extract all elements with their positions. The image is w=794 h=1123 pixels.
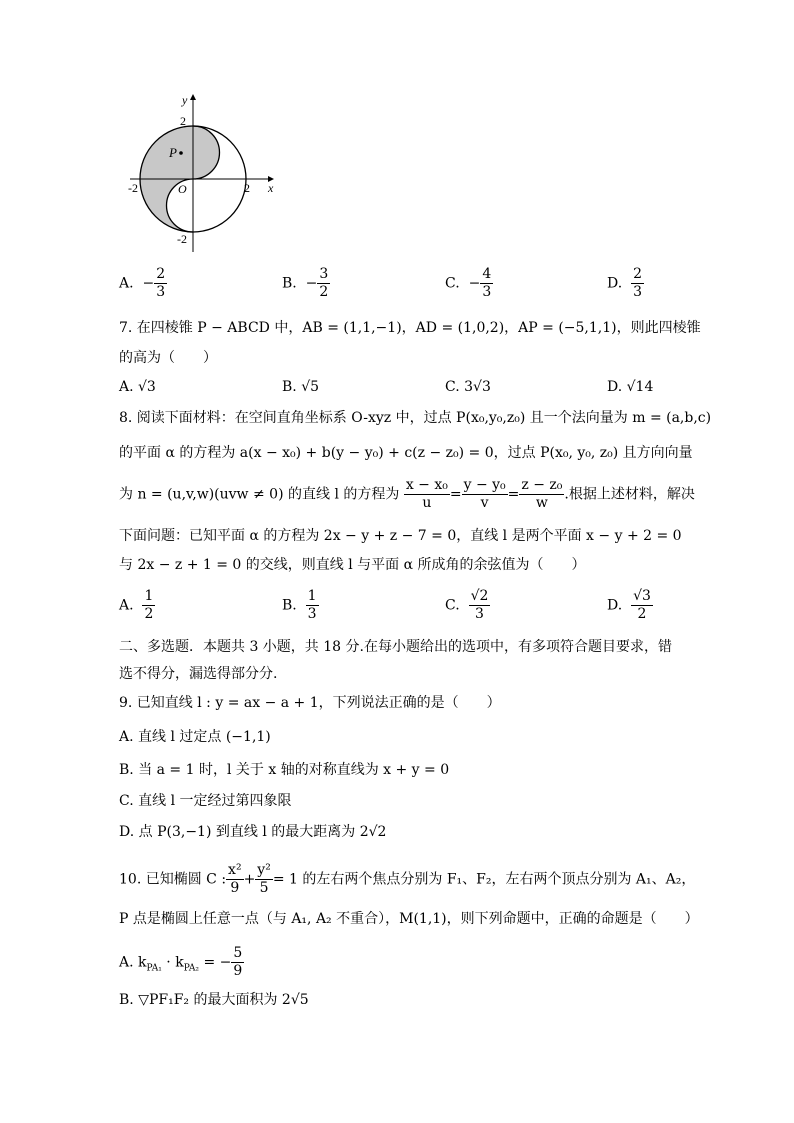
q6-option-d: D. $\frac{2}{3}$	[607, 266, 643, 300]
origin-label: O	[178, 182, 187, 196]
q9-option-c: C. 直线 l 一定经过第四象限	[119, 793, 292, 809]
coordinate-figure	[118, 92, 288, 262]
y-axis-label: y	[182, 93, 188, 107]
q7-line1: 7. 在四棱锥 P − ABCD 中，AB = (1,1,−1)，AD = (1,0,2)，AP = (−5,1,1)，则此四棱锥	[119, 320, 701, 336]
q8-line3: 为 n = (u,v,w)(uvw ≠ 0) 的直线 l 的方程为 $\frac{\text{x − x₀}}{u}$ = $\frac{\text{y − y₀}}{v}$ = $\frac{\text{z − z₀}}{w}$ .根据上述材料，解决	[119, 477, 695, 511]
tick-right: 2	[244, 181, 250, 195]
x-axis-label: x	[268, 181, 274, 195]
q7-line2: 的高为（ ）	[119, 350, 217, 366]
q10-line2: P 点是椭圆上任意一点（与 A₁, A₂ 不重合），M(1,1)，则下列命题中，正确的命题是（ ）	[119, 911, 699, 927]
point-p-label: P	[169, 145, 177, 160]
q10-stem: 10. 已知椭圆 C : $\frac{\text{x²}}{9}$ + $\frac{\text{y²}}{5}$ = 1 的左右两个焦点分别为 F₁、F₂，左右两个顶点分别为 A₁、A₂，	[119, 862, 696, 896]
section2-line1: 二、多选题．本题共 3 小题，共 18 分.在每小题给出的选项中，有多项符合题目要求，错	[119, 639, 672, 655]
q8-option-a: A. $\frac{1}{2}$	[119, 588, 154, 622]
q10-option-b: B. ▽PF₁F₂ 的最大面积为 2√5	[119, 992, 309, 1008]
q7-option-d: D. √14	[607, 379, 654, 395]
q7-option-a: A. √3	[119, 379, 156, 395]
q8-option-b: B. $\frac{1}{3}$	[282, 588, 317, 622]
tick-top: 2	[180, 114, 186, 128]
q8-line4: 下面问题：已知平面 α 的方程为 2x − y + z − 7 = 0，直线 l 是两个平面 x − y + 2 = 0	[119, 528, 682, 544]
tick-bottom: -2	[177, 232, 187, 246]
q9-option-b: B. 当 a = 1 时，l 关于 x 轴的对称直线为 x + y = 0	[119, 762, 450, 778]
point-p-dot	[179, 151, 183, 155]
q10-option-a: A. $k_{PA_1} \cdot k_{PA_2}$ = − $\frac{5}{9}$	[119, 945, 243, 979]
q9-option-a: A. 直线 l 过定点 (−1,1)	[119, 729, 271, 745]
q8-line2: 的平面 α 的方程为 a(x − x₀) + b(y − y₀) + c(z − z₀) = 0，过点 P(x₀, y₀, z₀) 且方向向量	[119, 445, 693, 461]
q6-option-c: C. − $\frac{4}{3}$	[445, 266, 492, 300]
q8-line5: 与 2x − z + 1 = 0 的交线，则直线 l 与平面 α 所成角的余弦值为（ ）	[119, 557, 586, 573]
q6-option-b: B. − $\frac{3}{2}$	[282, 266, 329, 300]
q7-option-c: C. 3√3	[445, 379, 491, 395]
q8-line1: 8. 阅读下面材料：在空间直角坐标系 O-xyz 中，过点 P(x₀,y₀,z₀) 且一个法向量为 m = (a,b,c)	[119, 410, 712, 426]
q8-option-d: D. $\frac{√3}{2}$	[607, 588, 651, 622]
q9-option-d: D. 点 P(3,−1) 到直线 l 的最大距离为 2√2	[119, 824, 387, 840]
q8-option-c: C. $\frac{√2}{3}$	[445, 588, 489, 622]
section2-line2: 选不得分，漏选得部分分.	[119, 666, 278, 682]
tick-left: -2	[128, 181, 138, 195]
q6-option-a: A. − $\frac{2}{3}$	[119, 266, 166, 300]
q7-option-b: B. √5	[282, 379, 320, 395]
q9-stem: 9. 已知直线 l : y = ax − a + 1，下列说法正确的是（ ）	[119, 695, 501, 711]
